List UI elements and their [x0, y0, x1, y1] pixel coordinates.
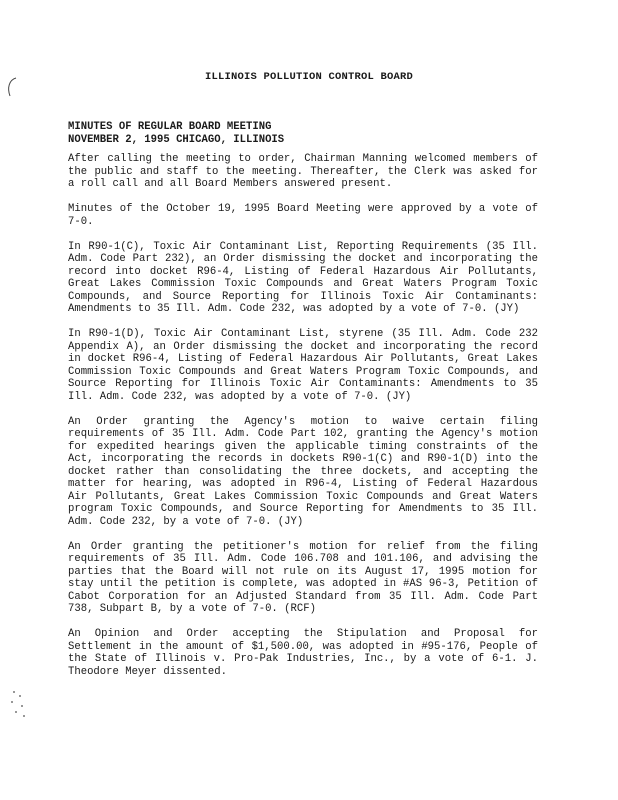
paragraph-minutes-approval: Minutes of the October 19, 1995 Board Meeting were approved by a vote of 7-0. — [68, 203, 538, 228]
document-body — [68, 121, 538, 691]
paragraph-cabot-petition: An Order granting the petitioner's motion for relief from the filing requirements of 35 Ill. Adm. Code 106.708 and 101.106, and advising the parties that the Board will not rule on its August 17, 1995 motion for stay until the petition is complete, was adopted in #AS 96-3, Petition of Cabot Corporation for an Adjusted Standard from 35 Ill. Adm. Code Part 738, Subpart B, by a vote of 7-0. (RCF) — [68, 540, 538, 615]
meeting-date-location: NOVEMBER 2, 1995 CHICAGO, ILLINOIS — [68, 133, 285, 146]
scan-specks-icon — [8, 688, 30, 722]
paragraph-agency-motion: An Order granting the Agency's motion to waive certain filing requirements of 35 Ill. Adm. Code Part 102, granting the Agency's motion for expedited hearings given the applicable timing constraints of the Act, incorporating the records in dockets R90-1(C) and R90-1(D) into the docket rather than consolidating the three dockets, and accepting the matter for hearing, was adopted in R96-4, Listing of Federal Hazardous Air Pollutants, Great Lakes Commission Toxic Compounds and Great Waters program Toxic Compounds, and Source Reporting for Amendments to 35 Ill. Adm. Code 232, by a vote of 7-0. (JY) — [68, 415, 538, 528]
document-header: ILLINOIS POLLUTION CONTROL BOARD — [204, 71, 414, 83]
paragraph-r90-1c: In R90-1(C), Toxic Air Contaminant List, Reporting Requirements (35 Ill. Adm. Code Part 232), an Order dismissing the docket and incorporating the record into docket R96-4, Listing of Federal Hazardous Air Pollutants, Great Lakes Commission Toxic Compounds and Great Waters Program Toxic Compounds, and Source Reporting for Illinois Toxic Air Contaminants: Amendments to 35 Ill. Adm. Code 232, was adopted by a vote of 7-0. (JY) — [68, 240, 538, 315]
scan-mark-icon — [4, 76, 20, 100]
paragraph-pro-pak-settlement: An Opinion and Order accepting the Stipulation and Proposal for Settlement in the amount of $1,500.00, was adopted in #95-176, People of the State of Illinois v. Pro-Pak Industries, Inc., by a vote of 6-1. J. Theodore Meyer dissented. — [68, 628, 538, 678]
paragraph-opening: After calling the meeting to order, Chairman Manning welcomed members of the public and staff to the meeting. Thereafter, the Clerk was asked for a roll call and all Board Members answered present. — [68, 153, 538, 190]
minutes-title: MINUTES OF REGULAR BOARD MEETING — [68, 121, 272, 133]
paragraph-r90-1d: In R90-1(D), Toxic Air Contaminant List, styrene (35 Ill. Adm. Code 232 Appendix A), an Order dismissing the docket and incorporating the record in docket R96-4, Listing of Federal Hazardous Air Pollutants, Great Lakes Commission Toxic Compounds and Great Waters Program Toxic Compounds, and Source Reporting for Illinois Toxic Air Contaminants: Amendments to 35 Ill. Adm. Code 232, was adopted by a vote of 7-0. (JY) — [68, 328, 538, 403]
